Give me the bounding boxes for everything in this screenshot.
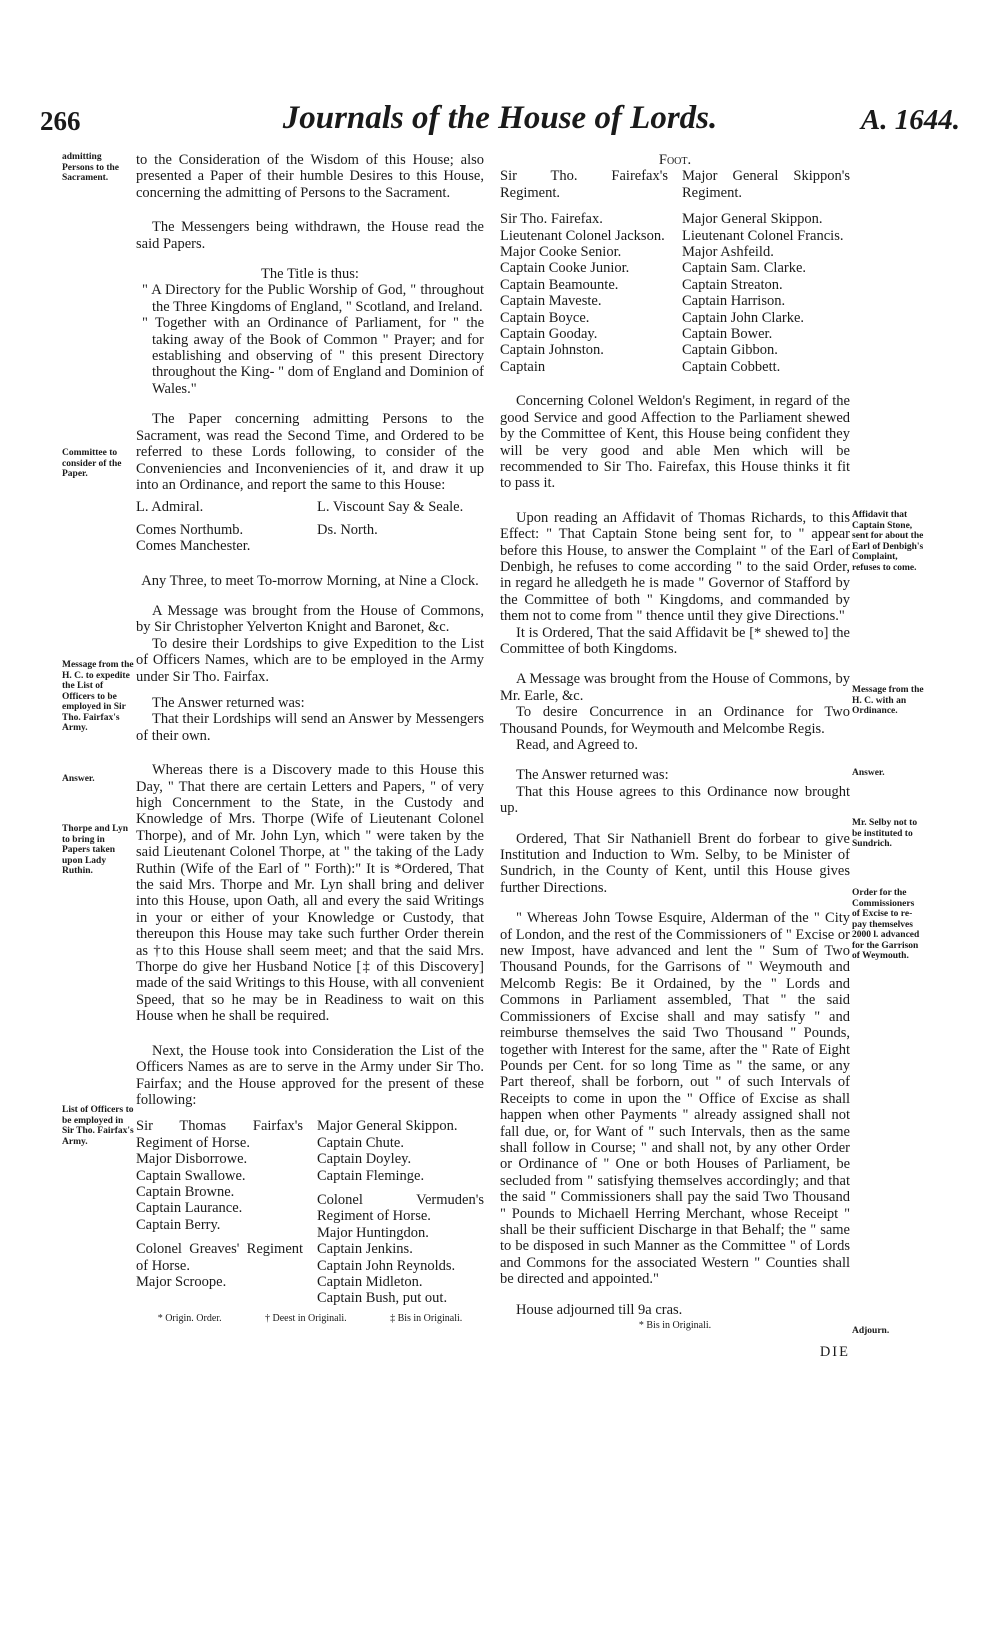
officer-entry: Major Disborrowe. bbox=[136, 1151, 248, 1168]
paragraph: A Message was brought from the House of Commons, by Mr. Earle, &c. bbox=[500, 671, 850, 704]
margin-note: Message from the H. C. to expedite the List of Officers to be employed in Sir Tho. Fairfax's Army. bbox=[62, 660, 134, 733]
officer-entry: Captain Sam. Clarke. bbox=[682, 260, 807, 277]
paragraph: Next, the House took into Consideration the List of the Officers Names as are to serve in the Army under Sir Tho. Fairfax; and the House approved for the present of these following: bbox=[136, 1042, 484, 1108]
officer-entry: Captain Johnston. bbox=[500, 342, 604, 359]
officer-entry: Major General Skippon. bbox=[682, 211, 823, 228]
officer-entry: Colonel Greaves' Regiment of Horse. bbox=[136, 1241, 304, 1274]
regiment-list-right bbox=[682, 211, 850, 375]
regiment-heading: Sir Tho. Fairefax's Regiment. bbox=[500, 168, 668, 201]
officer-entry: Captain Gooday. bbox=[500, 326, 598, 343]
paragraph: The Messengers being withdrawn, the House read the said Papers. bbox=[136, 219, 484, 252]
margin-note: Mr. Selby not to be instituted to Sundrich. bbox=[852, 818, 918, 849]
officer-entry: Captain Bush, put out. bbox=[316, 1290, 448, 1307]
lord-name: Comes Northumb. bbox=[136, 521, 244, 538]
quoted-title: " Together with an Ordinance of Parliament, for " the taking away of the Book of Common " Prayer; and for establishing and observing of " this present Directory throughout the King- " dom of England and Dominion of Wales." bbox=[142, 315, 484, 397]
paragraph: Read, and Agreed to. bbox=[516, 737, 639, 753]
paragraph: To desire Concurrence in an Ordinance for Two Thousand Pounds, for Weymouth and Melcombe Regis. bbox=[500, 704, 850, 737]
subheading: The Title is thus: bbox=[261, 266, 359, 283]
officer-entry: Captain Berry. bbox=[136, 1216, 221, 1233]
officer-entry: Major Huntingdon. bbox=[316, 1224, 429, 1241]
paragraph: A Message was brought from the House of Commons, by Sir Christopher Yelverton Knight and Baronet, &c. bbox=[136, 602, 484, 636]
officer-entry: Captain Gibbon. bbox=[682, 342, 778, 359]
officer-entry: Captain Fleminge. bbox=[316, 1167, 425, 1184]
margin-note: List of Officers to be employed in Sir Tho. Fairfax's Army. bbox=[62, 1105, 134, 1147]
running-title: Journals of the House of Lords. bbox=[282, 100, 718, 136]
page-number: 266 bbox=[40, 106, 81, 136]
lord-name: L. Viscount Say & Seale. bbox=[316, 499, 464, 516]
footnote: * Origin. Order. bbox=[157, 1312, 222, 1324]
margin-note: admitting Persons to the Sacrament. bbox=[62, 152, 119, 183]
page-year: A. 1644. bbox=[860, 104, 960, 136]
paragraph: House adjourned till 9a cras. bbox=[516, 1301, 683, 1318]
officer-entry: Captain John Reynolds. bbox=[316, 1257, 456, 1274]
foot-regiments bbox=[500, 168, 850, 375]
margin-note: Answer. bbox=[62, 774, 95, 784]
officer-entry: Captain Doyley. bbox=[316, 1151, 412, 1168]
committee-list bbox=[136, 499, 484, 554]
officer-entry: Captain Beamounte. bbox=[500, 276, 619, 293]
regiment-heading: Major General Skippon's Regiment. bbox=[682, 168, 850, 201]
officer-entry bbox=[317, 1184, 484, 1192]
horse-list-right bbox=[317, 1118, 484, 1306]
paragraph: The Paper concerning admitting Persons to the Sacrament, was read the Second Time, and Ordered to be referred to these Lords following, to consider of the Conveniencies and Inconveniencies of it, and draw it up into an Ordinance, and report the same to this House: bbox=[136, 411, 484, 493]
officer-entry: Captain Boyce. bbox=[500, 309, 590, 326]
officer-entry: Captain Bower. bbox=[682, 326, 773, 343]
margin-note: Message from the H. C. with an Ordinance. bbox=[852, 685, 924, 716]
paragraph: The Answer returned was: bbox=[152, 694, 305, 711]
horse-list-left bbox=[136, 1118, 303, 1306]
left-column bbox=[136, 152, 484, 1327]
officer-entry: Captain Cooke Junior. bbox=[500, 260, 630, 277]
officer-entry: Captain Streaton. bbox=[682, 276, 783, 293]
margin-note: Answer. bbox=[852, 768, 885, 778]
paragraph: That their Lordships will send an Answer by Messengers of their own. bbox=[136, 711, 484, 744]
officer-entry: Captain Swallowe. bbox=[136, 1167, 246, 1184]
officer-entry: Major Cooke Senior. bbox=[500, 244, 622, 261]
officer-entry: Lieutenant Colonel Jackson. bbox=[500, 227, 665, 244]
lord-name: L. Admiral. bbox=[136, 499, 204, 516]
officer-entry: Captain Jenkins. bbox=[316, 1241, 413, 1258]
officer-entry: Captain John Clarke. bbox=[682, 309, 805, 326]
horse-regiments bbox=[136, 1118, 484, 1306]
officer-entry: Captain Cobbett. bbox=[682, 358, 781, 375]
officer-entry: Sir Tho. Fairefax. bbox=[500, 211, 603, 228]
right-column bbox=[500, 152, 850, 1361]
paragraph: To desire their Lordships to give Expedition to the List of Officers Names, which are to be employed in the Army under Sir Tho. Fairfax. bbox=[136, 635, 484, 685]
paragraph: to the Consideration of the Wisdom of this House; also presented a Paper of their humble Desires to this House, concerning the admitting of Persons to the Sacrament. bbox=[136, 152, 484, 201]
officer-entry: Sir Thomas Fairfax's Regiment of Horse. bbox=[136, 1118, 304, 1151]
officer-entry bbox=[136, 1233, 303, 1241]
paragraph: Any Three, to meet To-morrow Morning, at Nine a Clock. bbox=[141, 572, 479, 589]
officer-entry: Lieutenant Colonel Francis. bbox=[682, 227, 844, 244]
paragraph: It is Ordered, That the said Affidavit be [* shewed to] the Committee of both Kingdoms. bbox=[500, 624, 850, 657]
officer-entry: Captain Chute. bbox=[316, 1134, 404, 1151]
footnote: ‡ Bis in Originali. bbox=[390, 1312, 463, 1324]
officer-entry: Major Ashfeild. bbox=[682, 244, 774, 261]
paragraph: Concerning Colonel Weldon's Regiment, in regard of the good Service and good Affection to the Parliament shewed by the Committee of Kent, this House being confident they will be very good and able Men which will be recommended to Sir Tho. Fairefax, this House thinks it fit to pass it. bbox=[500, 393, 850, 492]
margin-note: Affidavit that Captain Stone, sent for about the Earl of Denbigh's Complaint, refuses to come. bbox=[852, 510, 924, 573]
margin-note: Adjourn. bbox=[852, 1326, 890, 1336]
margin-note: Committee to consider of the Paper. bbox=[62, 448, 122, 479]
catchword: DIE bbox=[819, 1344, 850, 1361]
officer-entry: Colonel Vermuden's Regiment of Horse. bbox=[316, 1191, 484, 1225]
footnote: † Deest in Originali. bbox=[265, 1312, 347, 1324]
officer-entry: Captain Harrison. bbox=[682, 293, 786, 310]
lord-name: Comes Manchester. bbox=[136, 538, 251, 555]
paragraph: Whereas there is a Discovery made to this House this Day, " That there are certain Letters and Papers, " of very high Concernment to the State, in the Custody and Knowledge of Mrs. Thorpe (Wife of Lieutenant Colonel Thorpe), and of Mr. John Lyn, which " were taken by the said Lieutenant Colonel Thorpe, at " the taking of the Lady Ruthin (Wife of the Earl of " Forth):" It is *Ordered, That the said Mrs. Thorpe and Mr. Lyn shall bring and deliver into this House, upon Oath, all and every the said Writings in your or either of your Knowledge or Custody, that thereupon this House may take such further Order therein as †to this House shall seem meet; and that the said Mrs. Thorpe do give her Husband Notice [‡ of this Discovery] made of the said Writings to this House, with all convenient Speed, that so he may be in Readiness to wait on this House when he shall be required. bbox=[136, 762, 484, 1025]
officer-entry: Captain bbox=[500, 358, 546, 375]
margin-note: Thorpe and Lyn to bring in Papers taken upon Lady Ruthin. bbox=[62, 824, 128, 876]
paragraph: Upon reading an Affidavit of Thomas Richards, to this Effect: " That Captain Stone being sent for, to " appear before this House, to answer the Complaint " of the Earl of Denbigh, he refuses to come according " to the said Order, in regard he alledgeth he is made " Governor of Stafford by the Committee of both " Kingdoms, and commanded by them not to come from " thence until they give Directions." bbox=[500, 509, 850, 625]
regiment-list-left bbox=[500, 211, 668, 375]
officer-entry: Major Scroope. bbox=[136, 1273, 227, 1290]
paragraph: The Answer returned was: bbox=[516, 767, 669, 784]
officer-entry: Captain Maveste. bbox=[500, 293, 602, 310]
officer-entry: Major General Skippon. bbox=[316, 1118, 458, 1135]
ordinance-text: " Whereas John Towse Esquire, Alderman of the " City of London, and the rest of the Commissioners of " Excise or new Impost, have advanced and lent the " Sum of Two Thousand Pounds, for the Garrisons of " Weymouth and Melcomb Regis: Be it Ordained, by the " Lords and Commons in Parliament assembled, That " the said Commissioners of Excise shall and may satisfy " and reimburse themselves the said Two Thousand " Pounds, together with Interest for the same, after the " Rate of Eight Pounds per Cent. for so long Time as " the same, or any Part thereof, shall be forborn, out " of such Intervals of Receipts to come in upon the " Office of Excise as shall happen when other Payments " already assigned shall not fall due, or, for Want of " such Intervals, then as the same shall follow in Course; " and shall not, by any other Order or Ordinance of " One or both Houses of Parliament, be secluded from " satisfying themselves accordingly; and that the said " Commissioners shall pay the said Two Thousand " Pounds to Michaell Herring Merchant, whose Receipt " shall be their sufficient Discharge in that Behalf; the " same to be disposed in such Manner as the Committee " of Lords and Commons for the associated Western " Counties shall be directed and appointed." bbox=[500, 910, 850, 1288]
officer-entry: Captain Midleton. bbox=[316, 1273, 423, 1290]
paragraph: Ordered, That Sir Nathaniell Brent do forbear to give Institution and Induction to Wm. Selby, to be Minister of Sundrich, in the County of Kent, until this House gives further Directions. bbox=[500, 830, 850, 896]
quoted-title: " A Directory for the Public Worship of God, " throughout the Three Kingdoms of England, " Scotland, and Ireland. bbox=[142, 282, 484, 315]
footnotes bbox=[136, 1311, 484, 1327]
subheading: Foot. bbox=[658, 152, 692, 168]
officer-entry: Captain Laurance. bbox=[136, 1200, 243, 1217]
lord-name: Ds. North. bbox=[316, 521, 378, 538]
footnote: * Bis in Originali. bbox=[638, 1320, 712, 1331]
margin-note: Order for the Commissioners of Excise to re-pay themselves 2000 l. advanced for the Garrison of Weymouth. bbox=[852, 888, 920, 961]
paragraph: That this House agrees to this Ordinance now brought up. bbox=[500, 783, 850, 817]
officer-entry: Captain Browne. bbox=[136, 1183, 235, 1200]
page-header bbox=[40, 100, 960, 146]
